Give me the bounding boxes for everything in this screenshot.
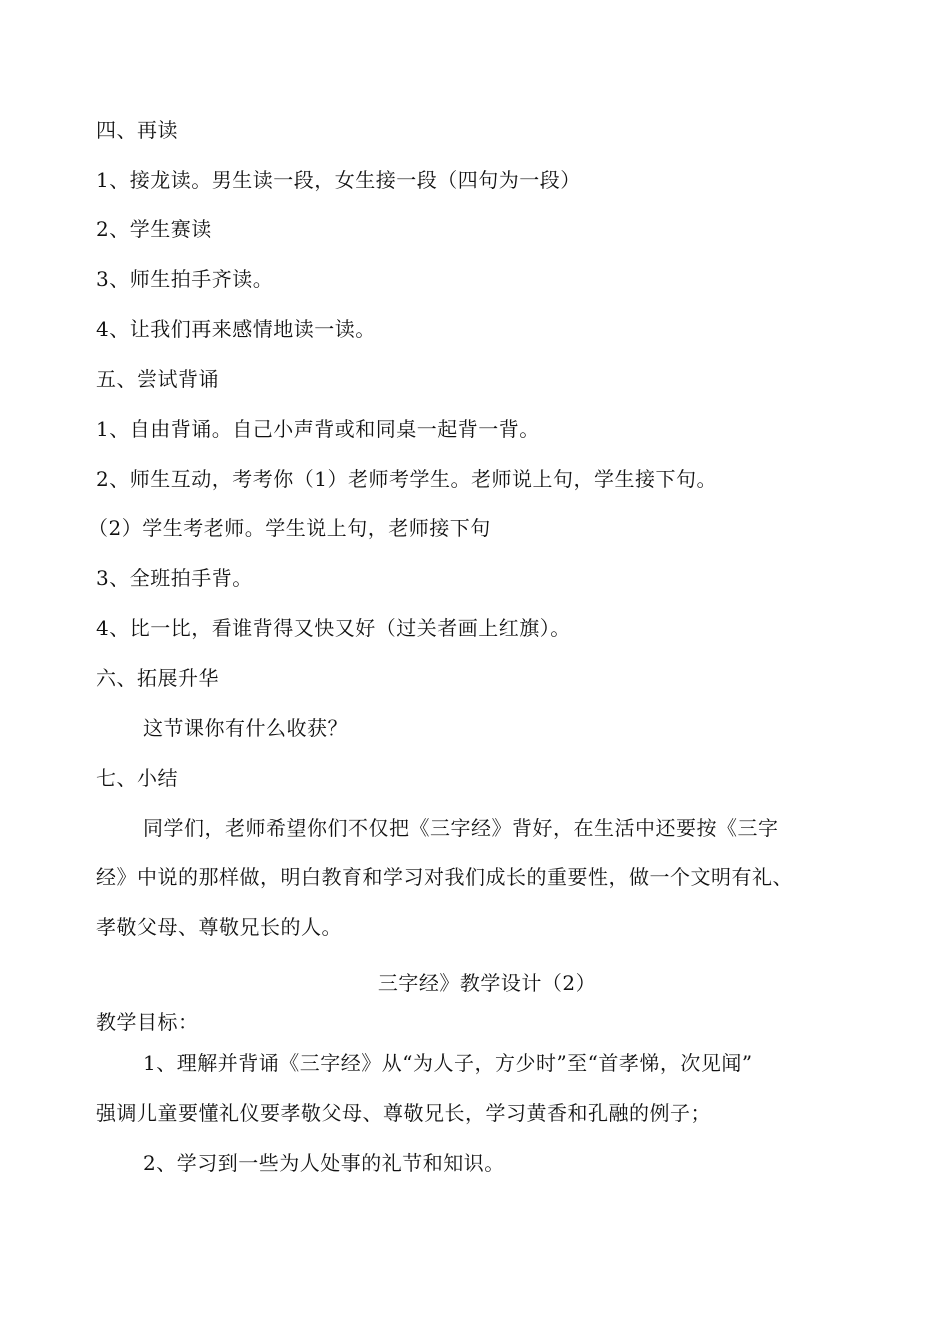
recite-item-2: 2、师生互动，考考你（1）老师考学生。老师说上句，学生接下句。 [96, 467, 717, 491]
design-title-text: 三字经》教学设计（2） [377, 971, 597, 995]
section-heading-summary: 七、小结 [96, 766, 178, 790]
reread-item-1: 1、接龙读。男生读一段，女生接一段（四句为一段） [96, 168, 581, 192]
recite-item-1: 1、自由背诵。自己小声背或和同桌一起背一背。 [96, 417, 540, 441]
section-heading-extend: 六、拓展升华 [96, 666, 219, 690]
design-title [0, 969, 950, 997]
recite-item-2-sub: （2）学生考老师。学生说上句，老师接下句 [88, 516, 491, 540]
reread-item-4: 4、让我们再来感情地读一读。 [96, 317, 376, 341]
summary-line-1: 同学们，老师希望你们不仅把《三字经》背好，在生活中还要按《三字 [143, 816, 779, 840]
goal-2: 2、学习到一些为人处事的礼节和知识。 [143, 1151, 505, 1175]
reread-item-2: 2、学生赛读 [96, 217, 212, 241]
section-heading-recite: 五、尝试背诵 [96, 367, 219, 391]
goal-1-line-2: 强调儿童要懂礼仪要孝敬父母、尊敬兄长，学习黄香和孔融的例子； [96, 1101, 711, 1125]
summary-line-2: 经》中说的那样做，明白教育和学习对我们成长的重要性，做一个文明有礼、 [96, 865, 793, 889]
summary-line-3: 孝敬父母、尊敬兄长的人。 [96, 915, 342, 939]
goals-label: 教学目标： [96, 1010, 199, 1034]
recite-item-4: 4、比一比，看谁背得又快又好（过关者画上红旗）。 [96, 616, 571, 640]
recite-item-3: 3、全班拍手背。 [96, 566, 253, 590]
reread-item-3: 3、师生拍手齐读。 [96, 267, 274, 291]
goal-1-line-1: 1、理解并背诵《三字经》从“为人子，方少时”至“首孝悌，次见闻” [143, 1051, 753, 1075]
section-heading-reread: 四、再读 [96, 118, 178, 142]
extend-body: 这节课你有什么收获？ [143, 716, 348, 740]
